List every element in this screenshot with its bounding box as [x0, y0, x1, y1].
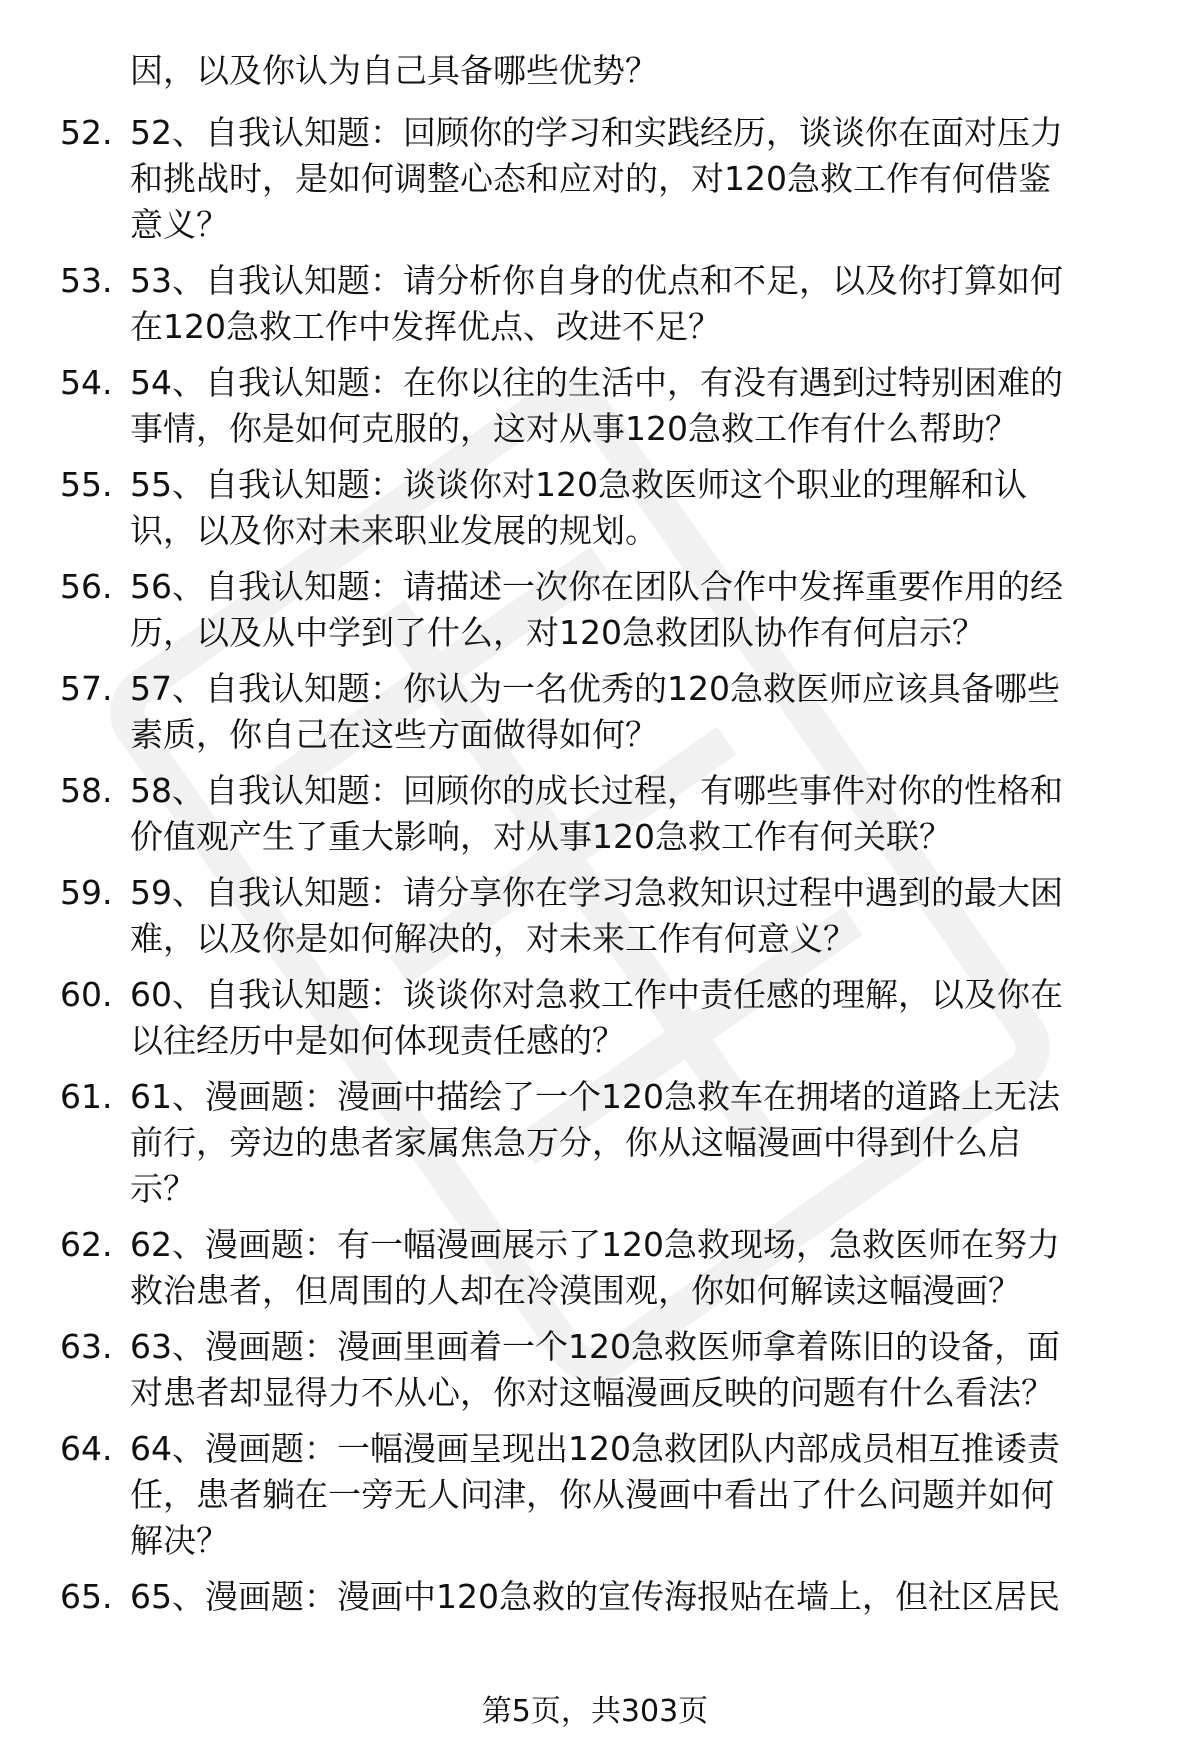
- question-text-line: 识，以及你对未来职业发展的规划。: [130, 511, 658, 550]
- question-item: [0, 1222, 1190, 1314]
- question-number: 64.: [60, 1429, 113, 1468]
- question-text: [130, 360, 1160, 452]
- question-text: [130, 258, 1160, 350]
- question-text-line: 对患者却显得力不从心，你对这幅漫画反映的问题有什么看法？: [130, 1373, 1054, 1412]
- question-number: 55.: [60, 465, 113, 504]
- question-text-line: 任，患者躺在一旁无人问津，你从漫画中看出了什么问题并如何: [130, 1475, 1054, 1514]
- question-number: 60.: [60, 975, 113, 1014]
- question-text-line: 救治患者，但周围的人却在冷漠围观，你如何解读这幅漫画？: [130, 1271, 1021, 1310]
- question-item: [0, 1324, 1190, 1416]
- question-text-line: 60、自我认知题：谈谈你对急救工作中责任感的理解，以及你在: [130, 975, 1063, 1014]
- question-text-line: 解决？: [130, 1521, 229, 1560]
- question-text-line: 和挑战时，是如何调整心态和应对的，对120急救工作有何借鉴: [130, 159, 1051, 198]
- question-text-line: 55、自我认知题：谈谈你对120急救医师这个职业的理解和认: [130, 465, 1027, 504]
- page-footer: 第5页，共303页: [481, 1694, 709, 1729]
- question-text-line: 53、自我认知题：请分析你自身的优点和不足，以及你打算如何: [130, 261, 1063, 300]
- question-item: [0, 360, 1190, 452]
- question-text-line: 61、漫画题：漫画中描绘了一个120急救车在拥堵的道路上无法: [130, 1077, 1060, 1116]
- question-number: 62.: [60, 1225, 113, 1264]
- question-item: [0, 972, 1190, 1064]
- question-number: 59.: [60, 873, 113, 912]
- question-item: [0, 564, 1190, 656]
- question-text-line: 意义？: [130, 205, 229, 244]
- question-text-line: 57、自我认知题：你认为一名优秀的120急救医师应该具备哪些: [130, 669, 1060, 708]
- question-text-line: 52、自我认知题：回顾你的学习和实践经历，谈谈你在面对压力: [130, 113, 1063, 152]
- question-number: 53.: [60, 261, 113, 300]
- question-number: 52.: [60, 113, 113, 152]
- question-number: 57.: [60, 669, 113, 708]
- question-text-line: 58、自我认知题：回顾你的成长过程，有哪些事件对你的性格和: [130, 771, 1063, 810]
- question-item: [0, 666, 1190, 758]
- question-item: [0, 1426, 1190, 1564]
- question-text: [130, 972, 1160, 1064]
- question-text-line: 65、漫画题：漫画中120急救的宣传海报贴在墙上，但社区居民: [130, 1577, 1060, 1616]
- question-item: [0, 1574, 1190, 1620]
- question-text-line: 以往经历中是如何体现责任感的？: [130, 1021, 625, 1060]
- question-text-line: 在120急救工作中发挥优点、改进不足？: [130, 307, 721, 346]
- question-text: [130, 1074, 1160, 1212]
- question-text-line: 素质，你自己在这些方面做得如何？: [130, 715, 658, 754]
- question-text: [130, 462, 1160, 554]
- question-text-line: 前行，旁边的患者家属焦急万分，你从这幅漫画中得到什么启: [130, 1123, 1021, 1162]
- question-number: 63.: [60, 1327, 113, 1366]
- question-list: [0, 110, 1190, 1630]
- question-text: [130, 110, 1160, 248]
- question-number: 61.: [60, 1077, 113, 1116]
- question-text: [130, 666, 1160, 758]
- question-text: [130, 1222, 1160, 1314]
- question-text: [130, 564, 1160, 656]
- question-text: [130, 1324, 1160, 1416]
- question-item: [0, 110, 1190, 248]
- question-text-line: 59、自我认知题：请分享你在学习急救知识过程中遇到的最大困: [130, 873, 1063, 912]
- question-item: [0, 462, 1190, 554]
- question-number: 58.: [60, 771, 113, 810]
- question-item: [0, 1074, 1190, 1212]
- question-item: [0, 768, 1190, 860]
- question-text-line: 63、漫画题：漫画里画着一个120急救医师拿着陈旧的设备，面: [130, 1327, 1060, 1366]
- continued-question-text: 因，以及你认为自己具备哪些优势？: [130, 51, 658, 90]
- question-text: [130, 1426, 1160, 1564]
- question-text: [130, 1574, 1160, 1620]
- question-item: [0, 258, 1190, 350]
- question-text-line: 价值观产生了重大影响，对从事120急救工作有何关联？: [130, 817, 952, 856]
- question-number: 54.: [60, 363, 113, 402]
- question-number: 56.: [60, 567, 113, 606]
- question-text-line: 事情，你是如何克服的，这对从事120急救工作有什么帮助？: [130, 409, 1018, 448]
- question-text: [130, 768, 1160, 860]
- question-item: [0, 870, 1190, 962]
- question-text: [130, 870, 1160, 962]
- question-text-line: 难，以及你是如何解决的，对未来工作有何意义？: [130, 919, 856, 958]
- question-text-line: 62、漫画题：有一幅漫画展示了120急救现场，急救医师在努力: [130, 1225, 1060, 1264]
- question-text-line: 54、自我认知题：在你以往的生活中，有没有遇到过特别困难的: [130, 363, 1063, 402]
- question-text-line: 示？: [130, 1169, 196, 1208]
- question-number: 65.: [60, 1577, 113, 1616]
- question-text-line: 56、自我认知题：请描述一次你在团队合作中发挥重要作用的经: [130, 567, 1063, 606]
- question-text-line: 64、漫画题：一幅漫画呈现出120急救团队内部成员相互推诿责: [130, 1429, 1060, 1468]
- question-text-line: 历，以及从中学到了什么，对120急救团队协作有何启示？: [130, 613, 985, 652]
